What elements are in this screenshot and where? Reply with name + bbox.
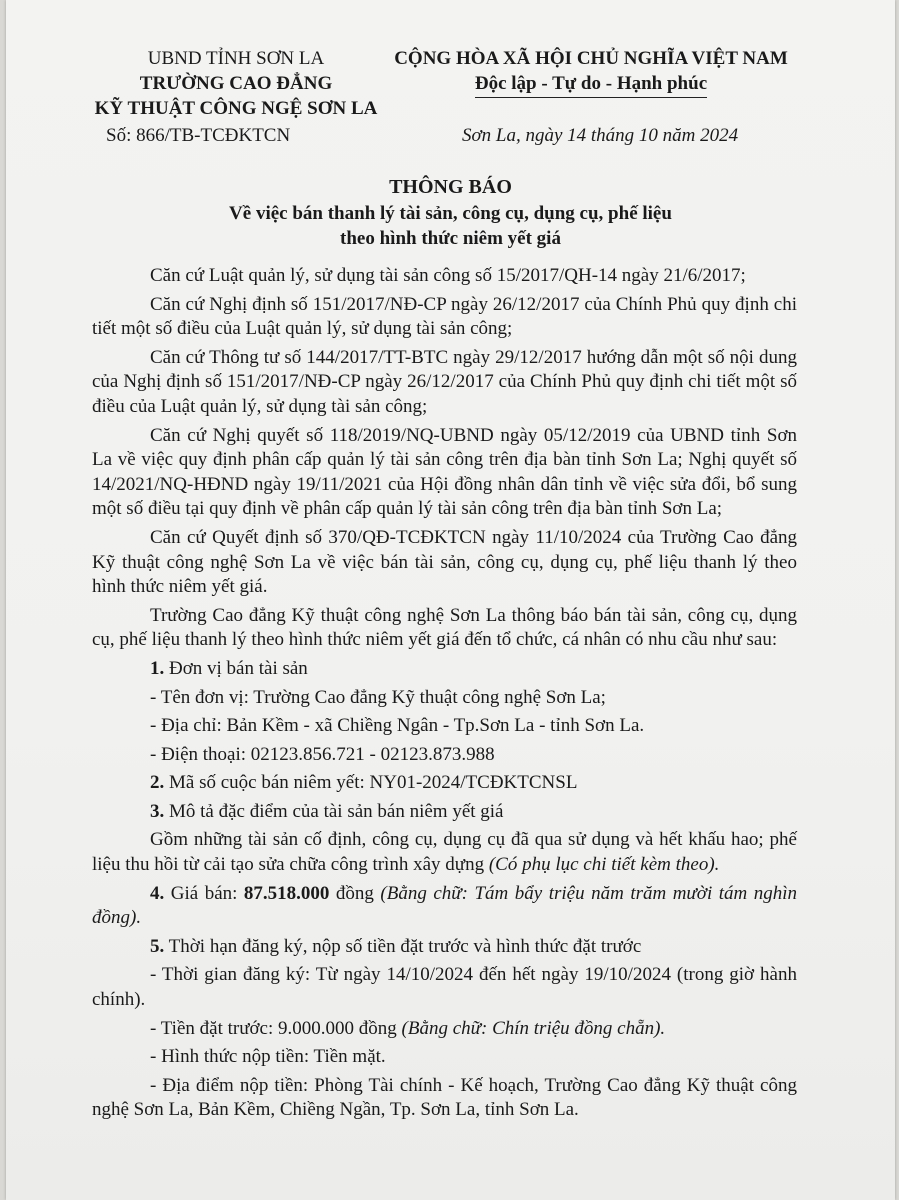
- document-subtitle-1: Về việc bán thanh lý tài sản, công cụ, dụng cụ, phế liệu: [229, 203, 672, 224]
- org-line-3: KỸ THUẬT CÔNG NGỆ SƠN LA: [94, 98, 378, 119]
- nation-name: CỘNG HÒA XÃ HỘI CHỦ NGHĨA VIỆT NAM: [394, 48, 788, 69]
- document-title: THÔNG BÁO: [389, 176, 512, 198]
- paragraph-legal-basis-1: Căn cứ Luật quản lý, sử dụng tài sản công số 15/2017/QH-14 ngày 21/6/2017;: [150, 265, 746, 286]
- reference-number: Số: 866/TB-TCĐKTCN: [106, 125, 291, 146]
- paragraph-legal-basis-2: Căn cứ Nghị định số 151/2017/NĐ-CP ngày 26/12/2017 của Chính Phủ quy định chi tiết một số điều của Luật quản lý, sử dụng tài sản công;: [92, 293, 797, 340]
- section-3-heading: 3. Mô tả đặc điểm của tài sản bán niêm yết giá: [150, 800, 504, 822]
- document-subtitle-2: theo hình thức niêm yết giá: [340, 228, 561, 249]
- section-5-heading: 5. Thời hạn đăng ký, nộp số tiền đặt trước và hình thức đặt trước: [150, 935, 642, 957]
- asset-description: Gồm những tài sản cố định, công cụ, dụng cụ đã qua sử dụng và hết khấu hao; phế liệu thu hồi từ cải tạo sửa chữa công trình xây dựng (Có phụ lục chi tiết kèm theo).: [92, 829, 797, 876]
- motto: Độc lập - Tự do - Hạnh phúc: [475, 71, 707, 98]
- document-page: [6, 0, 895, 1200]
- section-1-heading: 1. Đơn vị bán tài sản: [150, 657, 308, 679]
- org-line-2: TRƯỜNG CAO ĐẲNG: [139, 73, 333, 94]
- paragraph-legal-basis-4: Căn cứ Nghị quyết số 118/2019/NQ-UBND ngày 05/12/2019 của UBND tỉnh Sơn La về việc quy định phân cấp quản lý tài sản công trên địa bàn tỉnh Sơn La; Nghị quyết số 14/2021/NQ-HĐND ngày 19/11/2021 của Hội đồng nhân dân tỉnh về việc sửa đổi, bổ sung một số điều tại quy định về phân cấp quản lý tài sản công trên địa bàn tỉnh Sơn La;: [92, 424, 797, 520]
- payment-method: - Hình thức nộp tiền: Tiền mặt.: [150, 1046, 386, 1068]
- place-date: Sơn La, ngày 14 tháng 10 năm 2024: [462, 125, 739, 146]
- payment-place: - Địa điểm nộp tiền: Phòng Tài chính - Kế hoạch, Trường Cao đẳng Kỹ thuật công nghệ Sơn La, Bản Kềm, Chiềng Ngần, Tp. Sơn La, tỉnh Sơn La.: [92, 1074, 797, 1121]
- paragraph-legal-basis-5: Căn cứ Quyết định số 370/QĐ-TCĐKTCN ngày 11/10/2024 của Trường Cao đẳng Kỹ thuật công nghệ Sơn La về việc bán tài sản, công cụ, dụng cụ, phế liệu thanh lý theo hình thức niêm yết giá.: [92, 526, 797, 598]
- national-heading: [386, 46, 796, 98]
- unit-address: - Địa chỉ: Bản Kềm - xã Chiềng Ngân - Tp.Sơn La - tỉnh Sơn La.: [150, 715, 645, 737]
- org-line-1: UBND TỈNH SƠN LA: [147, 48, 325, 69]
- deposit-amount: - Tiền đặt trước: 9.000.000 đồng (Bằng chữ: Chín triệu đồng chẵn).: [150, 1017, 666, 1039]
- document-body: [92, 264, 797, 1127]
- unit-phone: - Điện thoại: 02123.856.721 - 02123.873.988: [150, 743, 495, 765]
- section-2-heading: 2. Mã số cuộc bán niêm yết: NY01-2024/TCĐKTCNSL: [150, 772, 578, 794]
- paragraph-announcement: Trường Cao đẳng Kỹ thuật công nghệ Sơn La thông báo bán tài sản, công cụ, dụng cụ, phế liệu thanh lý theo hình thức niêm yết giá đến tổ chức, cá nhân có nhu cầu như sau:: [92, 604, 797, 651]
- price-value: 87.518.000: [243, 882, 330, 904]
- issuing-organization: [86, 46, 386, 121]
- unit-name: - Tên đơn vị: Trường Cao đẳng Kỹ thuật công nghệ Sơn La;: [150, 686, 606, 708]
- section-4-price: 4. Giá bán: 87.518.000 đồng (Bằng chữ: Tám bẩy triệu năm trăm mười tám nghìn đồng).: [92, 882, 798, 929]
- registration-time: - Thời gian đăng ký: Từ ngày 14/10/2024 đến hết ngày 19/10/2024 (trong giờ hành chính).: [92, 964, 797, 1011]
- paragraph-legal-basis-3: Căn cứ Thông tư số 144/2017/TT-BTC ngày 29/12/2017 hướng dẫn một số nội dung của Nghị định số 151/2017/NĐ-CP ngày 26/12/2017 của Chính Phủ quy định chi tiết một số điều của Luật quản lý, sử dụng tài sản công;: [92, 346, 797, 417]
